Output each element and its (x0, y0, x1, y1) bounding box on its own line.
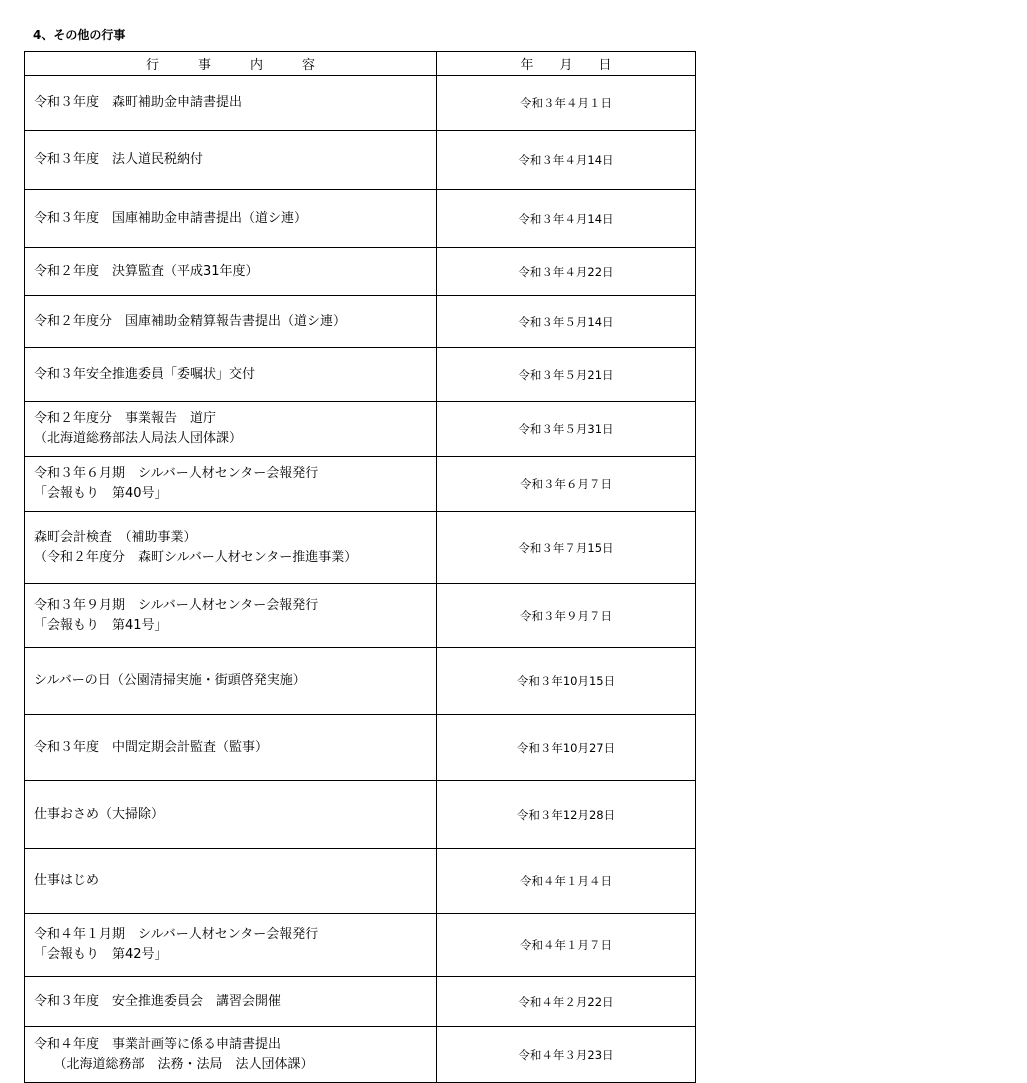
header-date: 年 月 日 (437, 52, 696, 76)
events-table (24, 51, 696, 1083)
event-content-line: 令和３年度 法人道民税納付 (34, 152, 204, 167)
event-content-line: （令和２年度分 森町シルバー人材センター推進事業） (34, 549, 358, 565)
table-row (25, 296, 696, 348)
event-content-line: （北海道総務部 法務・法局 法人団体課） (34, 1056, 314, 1072)
event-content-line: 令和３年度 中間定期会計監査（監事） (34, 739, 269, 755)
event-content-line: 令和２年度 決算監査（平成31年度） (34, 263, 259, 279)
event-content-cell (25, 584, 437, 648)
event-date-cell: 令和４年１月７日 (437, 914, 696, 977)
event-content-line: 令和４年１月期 シルバー人材センター会報発行 (34, 927, 319, 942)
table-row (25, 512, 696, 584)
event-content-cell (25, 296, 437, 348)
event-content-cell (25, 977, 437, 1027)
event-date-cell: 令和３年９月７日 (437, 584, 696, 648)
event-date-cell: 令和３年４月14日 (437, 131, 696, 190)
event-content-cell (25, 512, 437, 584)
table-row (25, 248, 696, 296)
table-row (25, 457, 696, 512)
event-date-cell: 令和３年12月28日 (437, 781, 696, 849)
event-content-line: 「会報もり 第40号」 (34, 486, 168, 501)
event-content-cell (25, 914, 437, 977)
event-content-cell (25, 715, 437, 781)
event-content-cell (25, 190, 437, 248)
header-content: 行 事 内 容 (25, 52, 437, 76)
event-date-cell: 令和３年７月15日 (437, 512, 696, 584)
event-date-cell: 令和３年10月27日 (437, 715, 696, 781)
event-content-cell (25, 1027, 437, 1083)
event-date-cell: 令和４年２月22日 (437, 977, 696, 1027)
table-row (25, 76, 696, 131)
event-content-line: 森町会計検査 （補助事業） (34, 529, 197, 545)
table-row (25, 190, 696, 248)
event-content-cell (25, 402, 437, 457)
event-content-cell (25, 348, 437, 402)
event-date-cell: 令和３年４月14日 (437, 190, 696, 248)
event-content-cell (25, 248, 437, 296)
event-date-cell: 令和３年５月14日 (437, 296, 696, 348)
event-content-line: 「会報もり 第42号」 (34, 947, 168, 962)
event-date-cell: 令和３年５月31日 (437, 402, 696, 457)
event-content-line: 令和２年度分 国庫補助金精算報告書提出（道シ連） (34, 313, 347, 329)
table-row (25, 131, 696, 190)
event-date-cell: 令和３年10月15日 (437, 648, 696, 715)
event-content-line: （北海道総務部法人局法人団体課） (34, 431, 243, 446)
event-date-cell: 令和３年５月21日 (437, 348, 696, 402)
event-content-cell (25, 648, 437, 715)
event-content-line: 令和３年９月期 シルバー人材センター会報発行 (34, 597, 319, 613)
event-content-line: 令和３年安全推進委員「委嘱状」交付 (34, 366, 256, 382)
event-content-line: 仕事はじめ (34, 873, 100, 888)
table-row (25, 977, 696, 1027)
event-content-cell (25, 781, 437, 849)
event-content-cell (25, 849, 437, 914)
table-row (25, 402, 696, 457)
event-content-line: 令和３年度 森町補助金申請書提出 (34, 95, 243, 110)
table-row (25, 584, 696, 648)
event-content-cell (25, 457, 437, 512)
table-row (25, 914, 696, 977)
table-row (25, 648, 696, 715)
event-content-line: 令和４年度 事業計画等に係る申請書提出 (34, 1036, 282, 1052)
event-content-line: 令和３年度 安全推進委員会 講習会開催 (34, 993, 282, 1009)
event-date-cell: 令和３年４月１日 (437, 76, 696, 131)
event-content-line: 令和３年６月期 シルバー人材センター会報発行 (34, 466, 319, 481)
event-content-line: 令和３年度 国庫補助金申請書提出（道シ連） (34, 210, 308, 226)
event-content-cell (25, 76, 437, 131)
event-content-line: 仕事おさめ（大掃除） (34, 806, 165, 822)
table-row (25, 781, 696, 849)
event-content-cell (25, 131, 437, 190)
event-content-line: 「会報もり 第41号」 (34, 617, 168, 633)
event-date-cell: 令和４年３月23日 (437, 1027, 696, 1083)
header-row (25, 52, 696, 76)
section-heading: 4、その他の行事 (33, 28, 126, 42)
event-date-cell: 令和３年６月７日 (437, 457, 696, 512)
table-row (25, 849, 696, 914)
event-date-cell: 令和４年１月４日 (437, 849, 696, 914)
table-row (25, 348, 696, 402)
event-content-line: 令和２年度分 事業報告 道庁 (34, 411, 217, 426)
table-row (25, 715, 696, 781)
table-row (25, 1027, 696, 1083)
event-content-line: シルバーの日（公園清掃実施・街頭啓発実施） (34, 673, 306, 688)
event-date-cell: 令和３年４月22日 (437, 248, 696, 296)
